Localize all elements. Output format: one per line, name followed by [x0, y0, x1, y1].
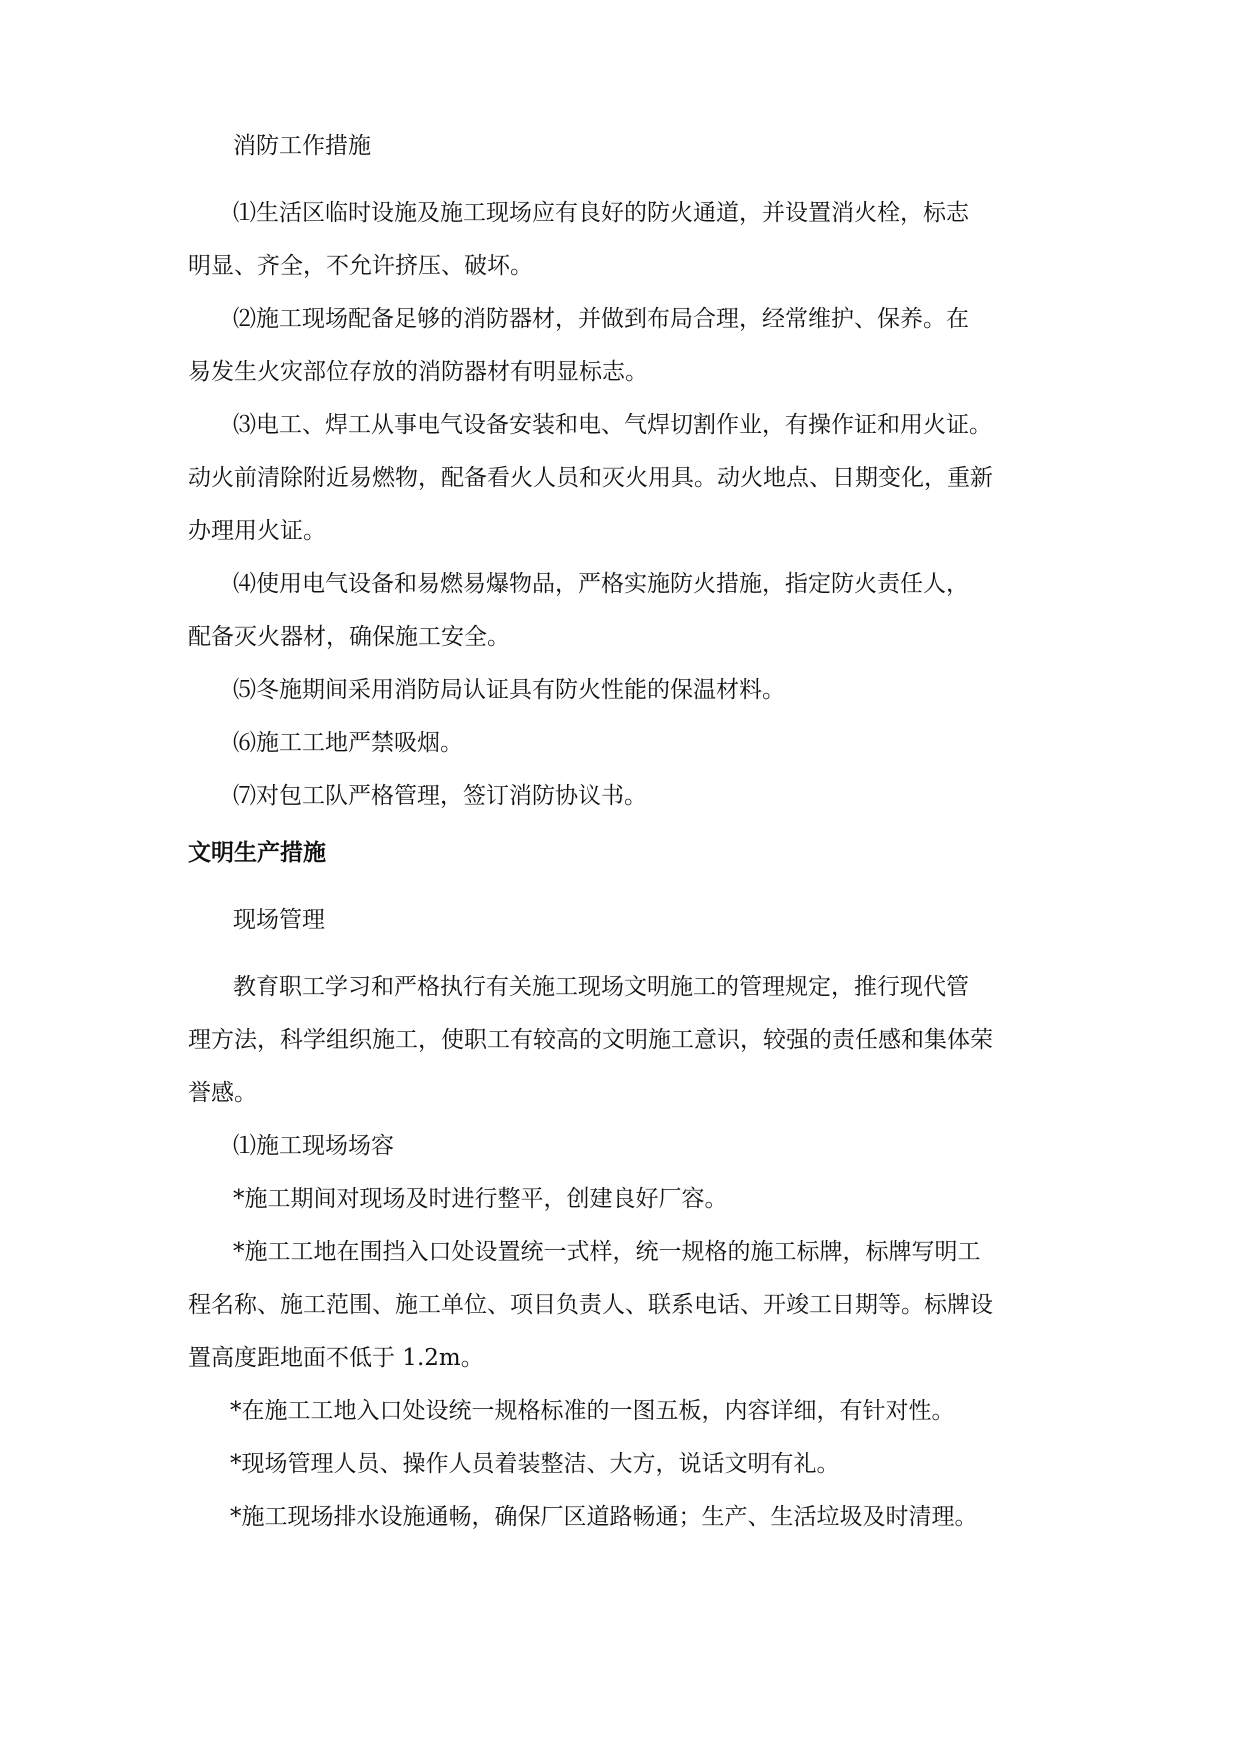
civil-bullet-4: *现场管理人员、操作人员着装整洁、大方，说话文明有礼。 — [230, 1451, 840, 1477]
fire-item-3 — [188, 399, 1056, 558]
civil-bullet-2 — [188, 1226, 1056, 1385]
civil-bullet-5: *施工现场排水设施通畅，确保厂区道路畅通；生产、生活垃圾及时清理。 — [230, 1504, 978, 1530]
fire-item-6: ⑹施工工地严禁吸烟。 — [233, 730, 463, 756]
civil-bullet-1: *施工期间对现场及时进行整平，创建良好厂容。 — [233, 1186, 728, 1212]
civil-intro-line-2: 理方法，科学组织施工，使职工有较高的文明施工意识，较强的责任感和集体荣 — [188, 1027, 993, 1053]
fire-item-1-line-1: ⑴生活区临时设施及施工现场应有良好的防火通道，并设置消火栓，标志 — [233, 200, 969, 226]
civil-section-subtitle: 现场管理 — [233, 907, 325, 933]
civil-bullet-2-line-3: 置高度距地面不低于 1.2m。 — [188, 1345, 484, 1371]
fire-item-4-line-1: ⑷使用电气设备和易燃易爆物品，严格实施防火措施，指定防火责任人， — [233, 571, 969, 597]
fire-item-3-line-2: 动火前清除附近易燃物，配备看火人员和灭火用具。动火地点、日期变化，重新 — [188, 465, 993, 491]
civil-section-heading: 文明生产措施 — [188, 840, 326, 866]
fire-item-1-line-2: 明显、齐全，不允许挤压、破坏。 — [188, 253, 533, 279]
fire-section-title: 消防工作措施 — [233, 133, 371, 159]
fire-item-2-line-2: 易发生火灾部位存放的消防器材有明显标志。 — [188, 359, 648, 385]
civil-bullet-2-line-2: 程名称、施工范围、施工单位、项目负责人、联系电话、开竣工日期等。标牌设 — [188, 1292, 993, 1318]
fire-item-4 — [188, 558, 1056, 664]
fire-item-3-line-1: ⑶电工、焊工从事电气设备安装和电、气焊切割作业，有操作证和用火证。 — [233, 412, 992, 438]
fire-item-1 — [188, 187, 1056, 293]
civil-intro-paragraph — [188, 961, 1056, 1120]
fire-item-5: ⑸冬施期间采用消防局认证具有防火性能的保温材料。 — [233, 677, 785, 703]
fire-item-7: ⑺对包工队严格管理，签订消防协议书。 — [233, 783, 647, 809]
document-body — [188, 120, 1056, 1544]
civil-bullet-3: *在施工工地入口处设统一规格标准的一图五板，内容详细，有针对性。 — [230, 1398, 955, 1424]
fire-item-3-line-3: 办理用火证。 — [188, 518, 326, 544]
civil-intro-line-3: 誉感。 — [188, 1080, 257, 1106]
fire-item-2-line-1: ⑵施工现场配备足够的消防器材，并做到布局合理，经常维护、保养。在 — [233, 306, 969, 332]
fire-item-4-line-2: 配备灭火器材，确保施工安全。 — [188, 624, 510, 650]
fire-item-2 — [188, 293, 1056, 399]
civil-sub-item: ⑴施工现场场容 — [233, 1133, 394, 1159]
civil-bullet-2-line-1: *施工工地在围挡入口处设置统一式样，统一规格的施工标牌，标牌写明工 — [233, 1239, 981, 1265]
civil-intro-line-1: 教育职工学习和严格执行有关施工现场文明施工的管理规定，推行现代管 — [233, 974, 969, 1000]
